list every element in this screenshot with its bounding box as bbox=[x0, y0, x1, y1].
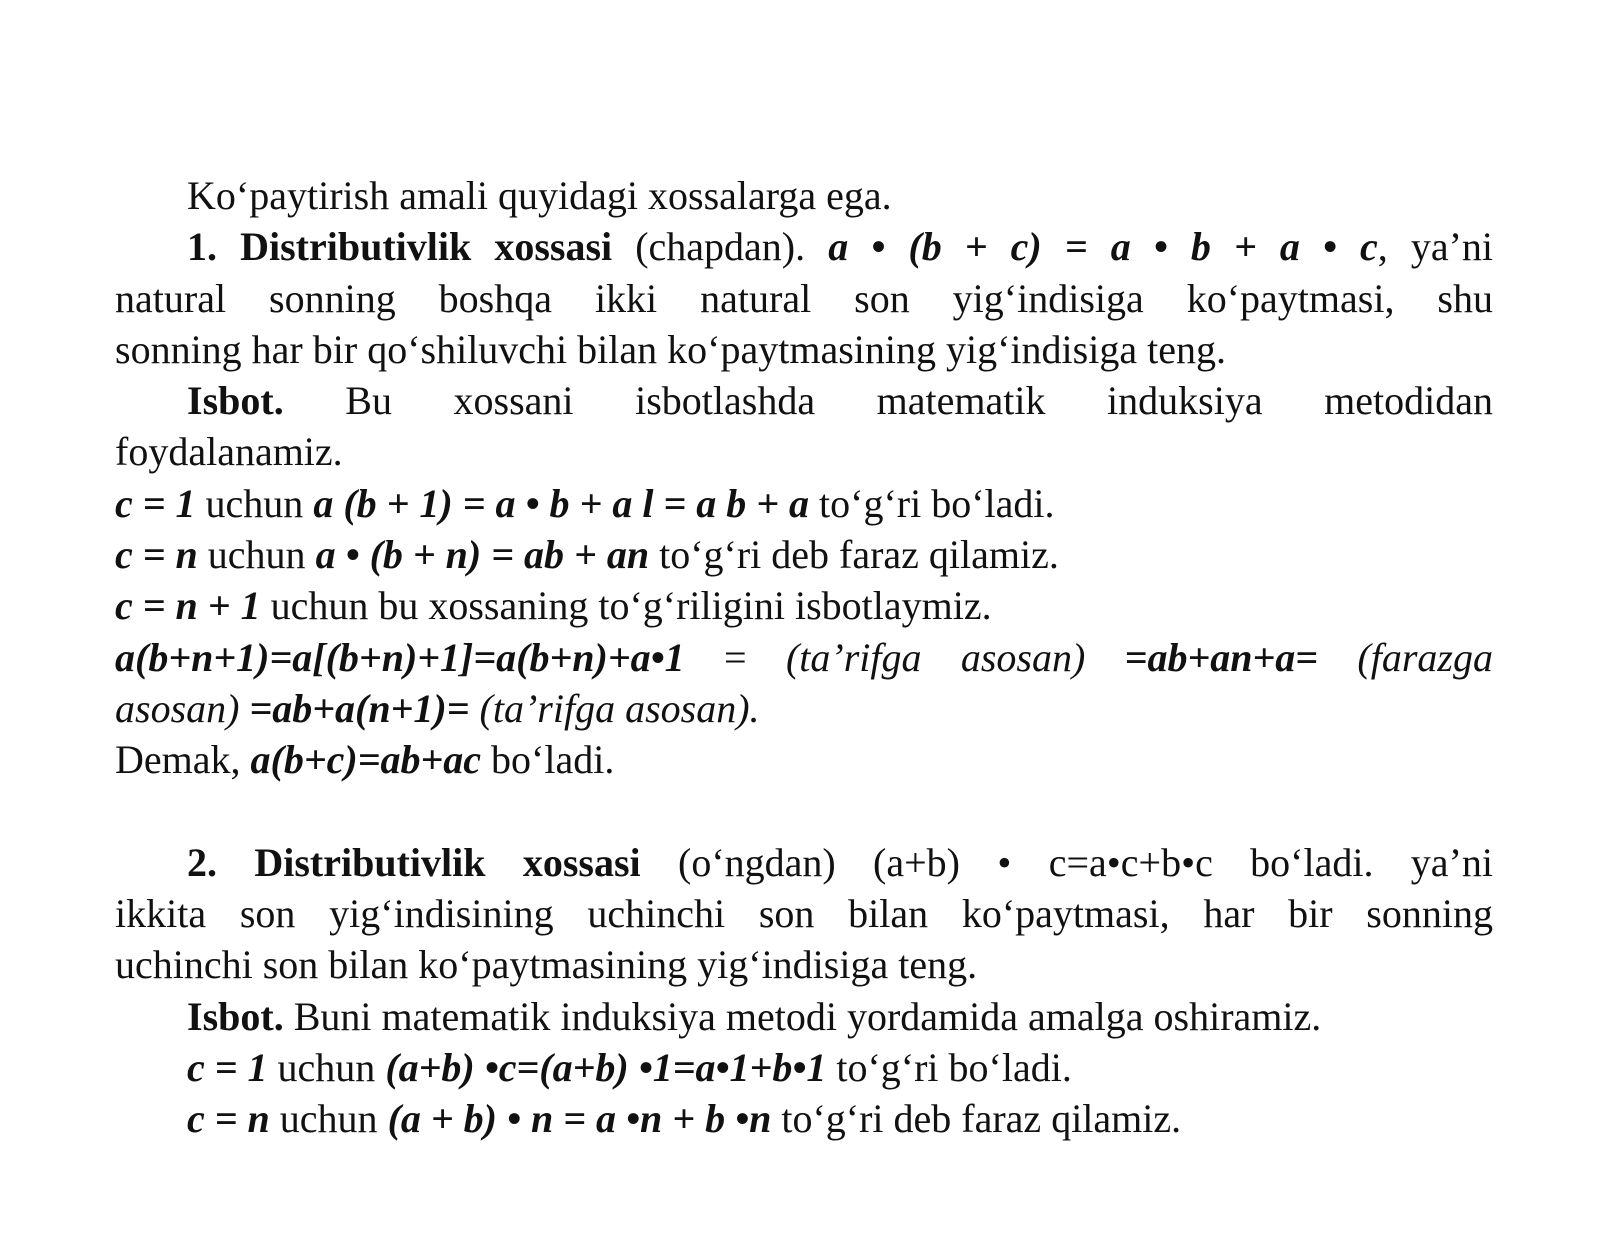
property-1-line-3: sonning har bir qo‘shiluvchi bilan ko‘paytmasining yig‘indisiga teng. bbox=[115, 326, 1226, 372]
conclusion-formula: a(b+c)=ab+ac bbox=[250, 737, 482, 783]
step-3-line: c = n + 1 uchun bu xossaning to‘g‘riligini isbotlaymiz. bbox=[115, 583, 992, 629]
property-1-heading-line: 1. Distributivlik xossasi (chapdan). a • (b + c) = a • b + a • c, ya’ni bbox=[187, 224, 1493, 270]
property-2-heading-line: 2. Distributivlik xossasi (o‘ngdan) (a+b) • c=a•c+b•c bo‘ladi. ya’ni bbox=[187, 839, 1493, 885]
derivation-line-1: a(b+n+1)=a[(b+n)+1]=a(b+n)+a•1 = (ta’rifga asosan) =ab+an+a= (farazga bbox=[115, 634, 1493, 680]
property-1-line-2: natural sonning boshqa ikki natural son yig‘indisiga ko‘paytmasi, shu bbox=[115, 275, 1493, 321]
proof-1-line: Isbot. Bu xossani isbotlashda matematik induksiya metodidan bbox=[187, 378, 1493, 424]
proof-2-label: Isbot. bbox=[187, 993, 284, 1039]
property-2-line-2: ikkita son yig‘indisining uchinchi son bilan ko‘paytmasi, har bir sonning bbox=[115, 891, 1493, 937]
step-1-line: c = 1 uchun a (b + 1) = a • b + a l = a b + a to‘g‘ri bo‘ladi. bbox=[115, 480, 1055, 526]
property-2-title: 2. Distributivlik xossasi bbox=[187, 839, 641, 885]
proof-1-label: Isbot. bbox=[187, 378, 284, 424]
property-1-formula: a • (b + c) = a • b + a • c bbox=[828, 224, 1378, 270]
property-2-line-3: uchinchi son bilan ko‘paytmasining yig‘indisiga teng. bbox=[115, 942, 978, 988]
step-5-formula: (a + b) • n = a •n + b •n bbox=[387, 1096, 772, 1142]
conclusion-line: Demak, a(b+c)=ab+ac bo‘ladi. bbox=[115, 737, 615, 783]
property-1-title: 1. Distributivlik xossasi bbox=[187, 224, 613, 270]
proof-1-line-2: foydalanamiz. bbox=[115, 429, 343, 475]
intro-line: Ko‘paytirish amali quyidagi xossalarga ega. bbox=[187, 173, 892, 218]
derivation-line-2: asosan) =ab+a(n+1)= (ta’rifga asosan). bbox=[115, 685, 760, 731]
step-4-line: c = 1 uchun (a+b) •c=(a+b) •1=a•1+b•1 to‘g‘ri bo‘ladi. bbox=[187, 1045, 1072, 1091]
step-5-line: c = n uchun (a + b) • n = a •n + b •n to‘g‘ri deb faraz qilamiz. bbox=[187, 1096, 1182, 1142]
proof-2-line: Isbot. Buni matematik induksiya metodi yordamida amalga oshiramiz. bbox=[187, 993, 1322, 1039]
step-2-formula: a • (b + n) = ab + an bbox=[315, 532, 650, 578]
step-2-line: c = n uchun a • (b + n) = ab + an to‘g‘ri deb faraz qilamiz. bbox=[115, 532, 1059, 578]
step-1-formula: a (b + 1) = a • b + a l = a b + a bbox=[313, 480, 810, 526]
step-4-formula: (a+b) •c=(a+b) •1=a•1+b•1 bbox=[385, 1045, 827, 1091]
document-page bbox=[115, 170, 1493, 1145]
paragraph-gap bbox=[115, 786, 1493, 837]
